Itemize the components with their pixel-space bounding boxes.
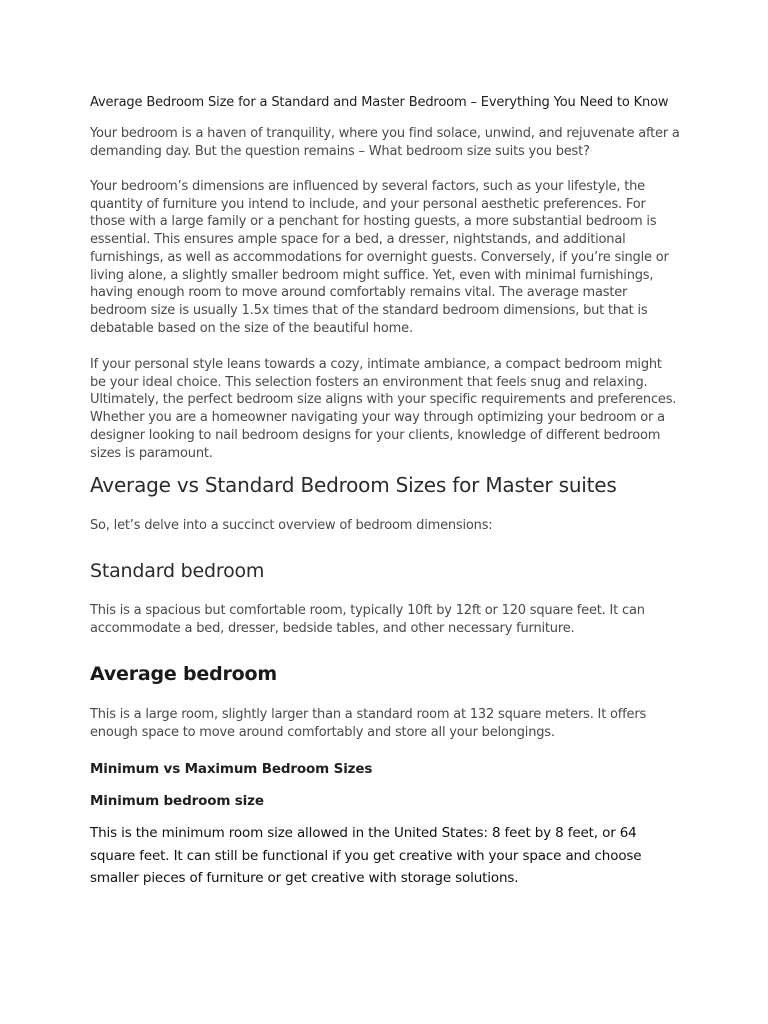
intro-paragraph-1: Your bedroom is a haven of tranquility, where you find solace, unwind, and rejuvenate after a demanding day. But the question remains – What bedroom size suits you best? — [90, 126, 680, 159]
average-bedroom-text: This is a large room, slightly larger than a standard room at 132 square meters. It offers enough space to move around comfortably and store all your belongings. — [90, 707, 647, 740]
standard-bedroom-heading: Standard bedroom — [90, 560, 265, 582]
minimum-bedroom-text: This is the minimum room size allowed in the United States: 8 feet by 8 feet, or 64 square feet. It can still be functional if you get creative with your space and choose smaller pieces of furniture or get creative with storage solutions. — [90, 825, 642, 886]
section-heading: Average vs Standard Bedroom Sizes for Master suites — [90, 473, 617, 497]
minimum-bedroom-heading: Minimum bedroom size — [90, 793, 264, 809]
intro-paragraph-3: If your personal style leans towards a cozy, intimate ambiance, a compact bedroom might be your ideal choice. This selection fosters an environment that feels snug and relaxing. Ultimately, the perfect bedroom size aligns with your specific requirements and preferences. Whether you are a homeowner navigating your way through optimizing your bedroom or a designer looking to nail bedroom designs for your clients, knowledge of different bedroom sizes is paramount. — [90, 357, 677, 461]
standard-bedroom-text: This is a spacious but comfortable room, typically 10ft by 12ft or 120 square feet. It can accommodate a bed, dresser, bedside tables, and other necessary furniture. — [90, 603, 645, 636]
minmax-heading: Minimum vs Maximum Bedroom Sizes — [90, 761, 373, 777]
average-bedroom-heading: Average bedroom — [90, 663, 277, 685]
intro-paragraph-2: Your bedroom’s dimensions are influenced by several factors, such as your lifestyle, the quantity of furniture you intend to include, and your personal aesthetic preferences. For those with a large family or a penchant for hosting guests, a more substantial bedroom is essential. This ensures ample space for a bed, a dresser, nightstands, and additional furnishings, as well as accommodations for overnight guests. Conversely, if you’re single or living alone, a slightly smaller bedroom might suffice. Yet, even with minimal furnishings, having enough room to move around comfortably remains vital. The average master bedroom size is usually 1.5x times that of the standard bedroom dimensions, but that is debatable based on the size of the beautiful home. — [90, 179, 669, 336]
section-intro: So, let’s delve into a succinct overview of bedroom dimensions: — [90, 518, 493, 533]
document-title: Average Bedroom Size for a Standard and Master Bedroom – Everything You Need to Know — [90, 95, 669, 110]
